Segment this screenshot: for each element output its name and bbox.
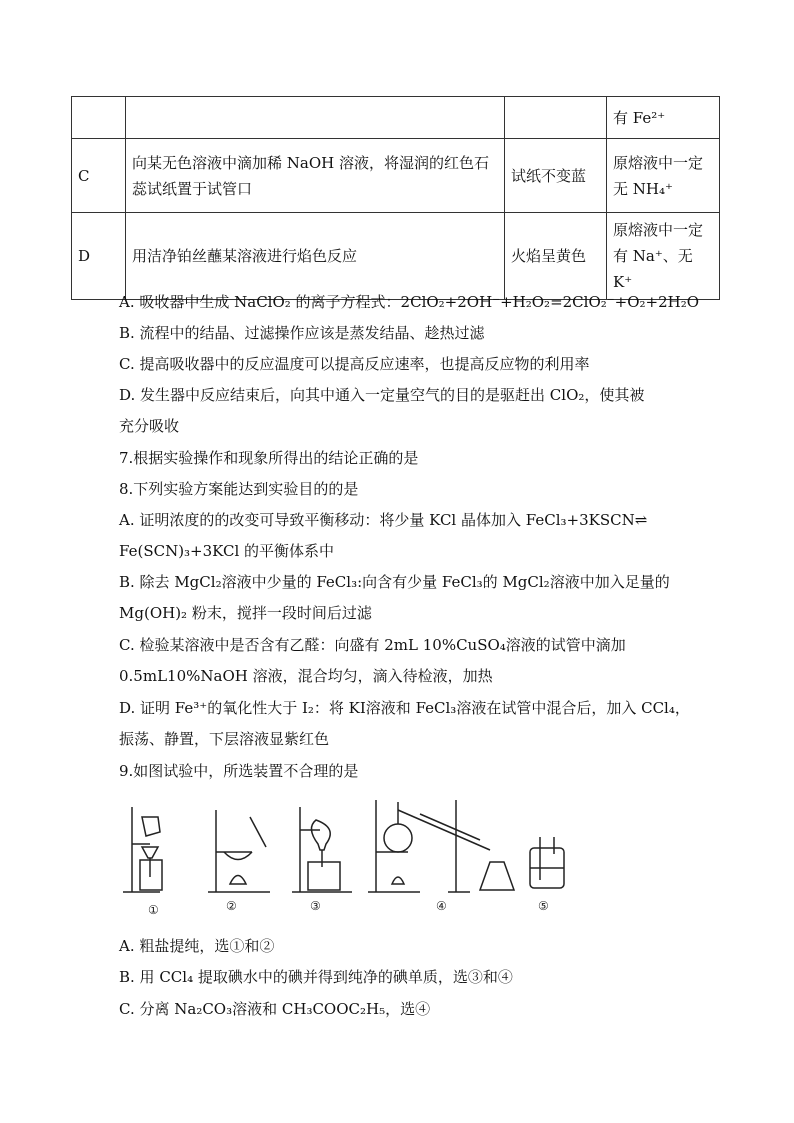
conclusion-cell <box>607 97 720 139</box>
q8-option-a: A. 证明浓度的的改变可导致平衡移动：将少量 KCl 晶体加入 FeCl₃+3KSCN⇌ <box>119 511 648 529</box>
operation-cell: 向某无色溶液中滴加稀 NaOH 溶液，将湿润的红色石蕊试纸置于试管口 <box>126 139 505 213</box>
q9-option-b: B. 用 CCl₄ 提取碘水中的碘并得到纯净的碘单质，选③和④ <box>119 968 513 986</box>
figure-label: ⑤ <box>538 899 549 913</box>
phenomenon-cell: 火焰呈黄色 <box>505 213 607 300</box>
figure-label: ② <box>226 899 237 913</box>
question-9: 9.如图试验中，所选装置不合理的是 <box>119 762 359 780</box>
q9-option-a: A. 粗盐提纯，选①和② <box>119 937 275 955</box>
table-row <box>72 213 720 300</box>
conclusion-line: 有 Fe²⁺ <box>613 108 666 127</box>
question-8: 8.下列实验方案能达到实验目的的是 <box>119 480 359 498</box>
apparatus-5 <box>530 837 564 888</box>
row-label <box>72 97 126 139</box>
conclusion-line: 有 Na⁺、无 K⁺ <box>613 247 693 291</box>
table-row <box>72 139 720 213</box>
row-label: D <box>72 213 126 300</box>
conclusion-line: 原熔液中一定 <box>613 221 704 239</box>
experiment-table <box>71 96 720 300</box>
option-c-line: C. 提高吸收器中的反应温度可以提高反应速率，也提高反应物的利用率 <box>119 355 590 373</box>
apparatus-3 <box>292 807 352 892</box>
table-row <box>72 97 720 139</box>
option-d-continuation: 充分吸收 <box>119 417 180 435</box>
apparatus-1 <box>123 807 162 892</box>
figure-label: ④ <box>436 899 447 913</box>
q8-option-d-cont: 振荡、静置，下层溶液显紫红色 <box>119 730 330 748</box>
apparatus-2 <box>208 810 270 892</box>
operation-cell: 用洁净铂丝蘸某溶液进行焰色反应 <box>126 213 505 300</box>
q8-option-b-cont: Mg(OH)₂ 粉末，搅拌一段时间后过滤 <box>119 604 372 622</box>
phenomenon-cell <box>505 97 607 139</box>
conclusion-line: 原熔液中一定 <box>613 153 704 172</box>
conclusion-line: 无 NH₄⁺ <box>613 179 673 198</box>
figure-label: ① <box>148 903 159 917</box>
option-a-line: A. 吸收器中生成 NaClO₂ 的离子方程式：2ClO₂+2OH⁻+H₂O₂=2ClO₂⁻+O₂+2H₂O <box>119 293 700 311</box>
conclusion-cell <box>607 139 720 213</box>
question-7: 7.根据实验操作和现象所得出的结论正确的是 <box>119 449 419 467</box>
q8-option-a-cont: Fe(SCN)₃+3KCl 的平衡体系中 <box>119 542 335 560</box>
conclusion-cell <box>607 213 720 300</box>
row-label: C <box>72 139 126 213</box>
q9-option-c: C. 分离 Na₂CO₃溶液和 CH₃COOC₂H₅，选④ <box>119 1000 431 1018</box>
option-d-line: D. 发生器中反应结束后，向其中通入一定量空气的目的是驱赶出 ClO₂，使其被 <box>119 386 645 404</box>
q8-option-c-cont: 0.5mL10%NaOH 溶液，混合均匀，滴入待检液，加热 <box>119 667 493 685</box>
phenomenon-cell: 试纸不变蓝 <box>505 139 607 213</box>
q8-option-c: C. 检验某溶液中是否含有乙醛：向盛有 2mL 10%CuSO₄溶液的试管中滴加 <box>119 636 626 654</box>
apparatus-4 <box>368 800 514 892</box>
option-b-line: B. 流程中的结晶、过滤操作应该是蒸发结晶、趁热过滤 <box>119 324 485 342</box>
q8-option-d: D. 证明 Fe³⁺的氧化性大于 I₂：将 KI溶液和 FeCl₃溶液在试管中混合后，加入 CCl₄， <box>119 699 690 717</box>
apparatus-figure <box>120 792 575 922</box>
q8-option-b: B. 除去 MgCl₂溶液中少量的 FeCl₃:向含有少量 FeCl₃的 MgCl₂溶液中加入足量的 <box>119 573 670 591</box>
figure-label: ③ <box>310 899 321 913</box>
operation-cell <box>126 97 505 139</box>
